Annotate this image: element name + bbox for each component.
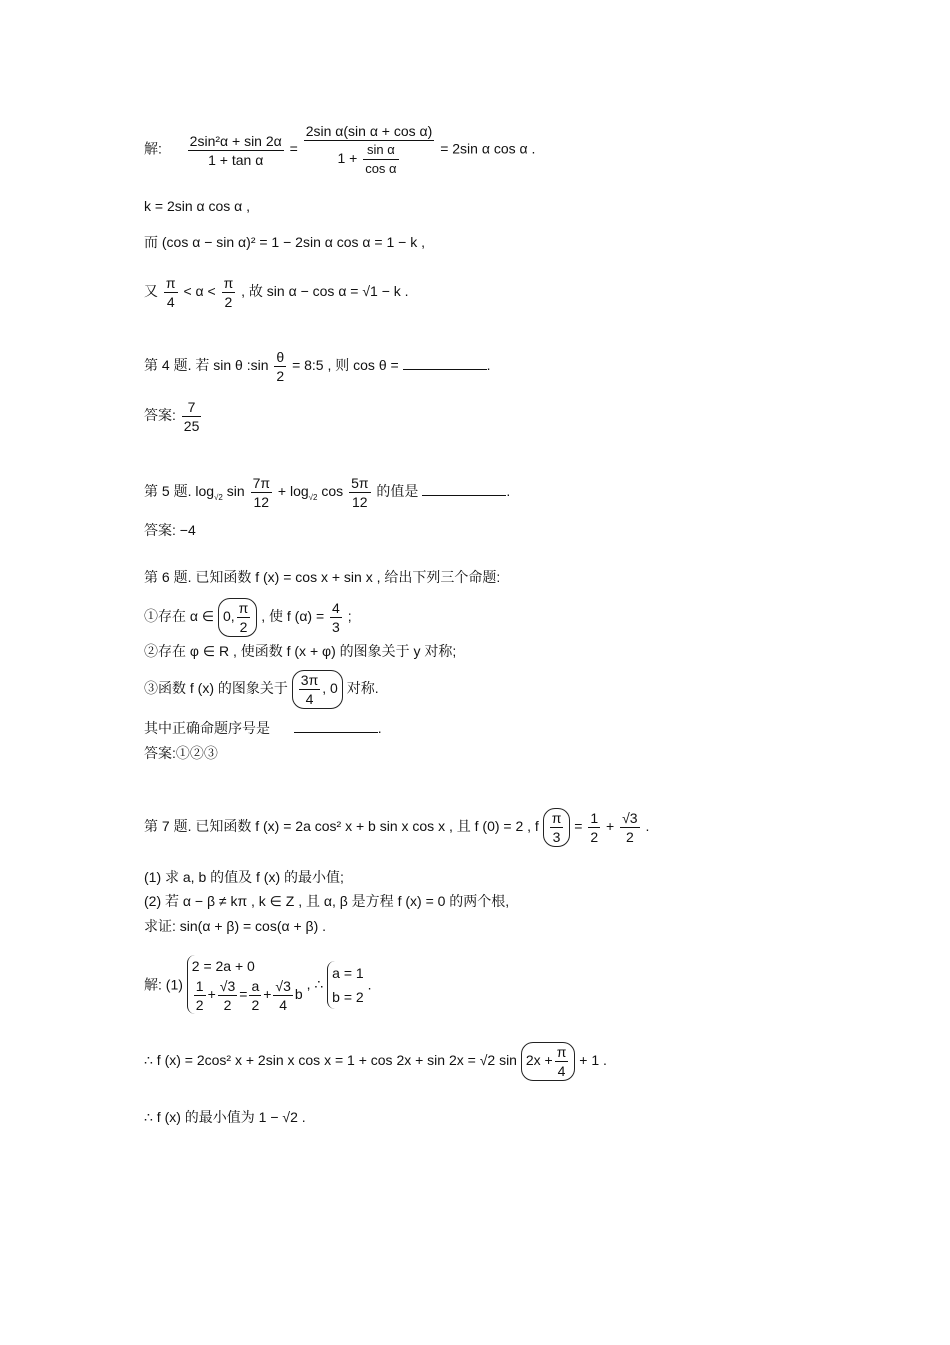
question-6-item-1: ①存在 α ∈ 0, $\frac{\pi}{2}$ , 使 f (α) = $\frac{4}{3}$ ;	[144, 600, 352, 635]
solution-line-4: 又 $\frac{\pi}{4}$ < α < $\frac{\pi}{2}$ , 故 sin α − cos α = √1 − k .	[144, 275, 409, 310]
answer-blank	[422, 495, 506, 496]
question-7-part-2: (2) 若 α − β ≠ kπ , k ∈ Z , 且 α, β 是方程 f (x) = 0 的两个根,	[144, 893, 510, 909]
question-6-prompt: 其中正确命题序号是 .	[144, 720, 382, 736]
question-7: 第 7 题. 已知函数 f (x) = 2a cos² x + b sin x cos x , 且 f (0) = 2 , f $\frac{\pi}{3}$ = $\frac{1}{2}$ + $\frac{√3}{2}$ .	[144, 810, 650, 845]
solution-label: 解:	[144, 140, 162, 157]
question-6-item-3: ③函数 f (x) 的图象关于 $\frac{3\pi}{4}$ , 0 对称.	[144, 672, 379, 707]
answer-blank	[403, 369, 487, 370]
fraction-lhs: $\frac{\text{2sin²α + sin 2α}}{\text{1 + tan α}}$	[189, 132, 282, 168]
question-5: 第 5 题. $\log_{√2} \sin$ $\frac{7\pi}{12}$ + $\log_{√2} \cos$ $\frac{5\pi}{12}$ 的值是 .	[144, 475, 511, 510]
question-7-part-1: (1) 求 a, b 的值及 f (x) 的最小值;	[144, 869, 344, 885]
question-7-proof: 求证: sin(α + β) = cos(α + β) .	[144, 918, 327, 934]
solution-line-1: 解: $\frac{\text{2sin²α + sin 2α}}{\text{1 + tan α}}$ = 2sin α(sin α + cos α) 1 + $\frac{\text{sin α}}{\text{cos α}}$ = 2sin α cos α .	[144, 123, 536, 176]
answer-6: 答案:①②③	[144, 745, 218, 761]
solution-7-line-3: ∴ f (x) 的最小值为 1 − √2 .	[144, 1109, 306, 1125]
equation-system: 2 = 2a + 0 $\frac{1}{2}$ + $\frac{√3}{2}$ = $\frac{a}{2}$ + $\frac{√3}{4}$ b	[187, 955, 303, 1014]
solution-system: a = 1 b = 2	[327, 961, 364, 1009]
question-4: 第 4 题. 若 sin θ :sin $\frac{\theta}{2}$ = 8:5 , 则 cos θ = .	[144, 349, 491, 384]
solution-line-3: 而 (cos α − sin α)² = 1 − 2sin α cos α = 1 − k ,	[144, 234, 425, 250]
question-6-item-2: ②存在 φ ∈ R , 使函数 f (x + φ) 的图象关于 y 对称;	[144, 643, 457, 659]
fraction-mid: 2sin α(sin α + cos α) 1 + $\frac{\text{sin α}}{\text{cos α}}$	[305, 123, 433, 176]
solution-7: 解: (1) 2 = 2a + 0 $\frac{1}{2}$ + $\frac{√3}{2}$ = $\frac{a}{2}$ + $\frac{√3}{4}$ b , ∴ a = 1 b = 2 .	[144, 955, 371, 1014]
solution-7-line-2: ∴ f (x) = 2cos² x + 2sin x cos x = 1 + cos 2x + sin 2x = √2 sin 2x + $\frac{\pi}{4}$ + 1 .	[144, 1044, 607, 1079]
answer-5: 答案: −4	[144, 522, 196, 538]
solution-line-2: k = 2sin α cos α ,	[144, 198, 251, 214]
question-6: 第 6 题. 已知函数 f (x) = cos x + sin x , 给出下列三个命题:	[144, 569, 501, 585]
answer-4: 答案: $\frac{7}{25}$	[144, 399, 200, 434]
answer-blank	[294, 732, 378, 733]
